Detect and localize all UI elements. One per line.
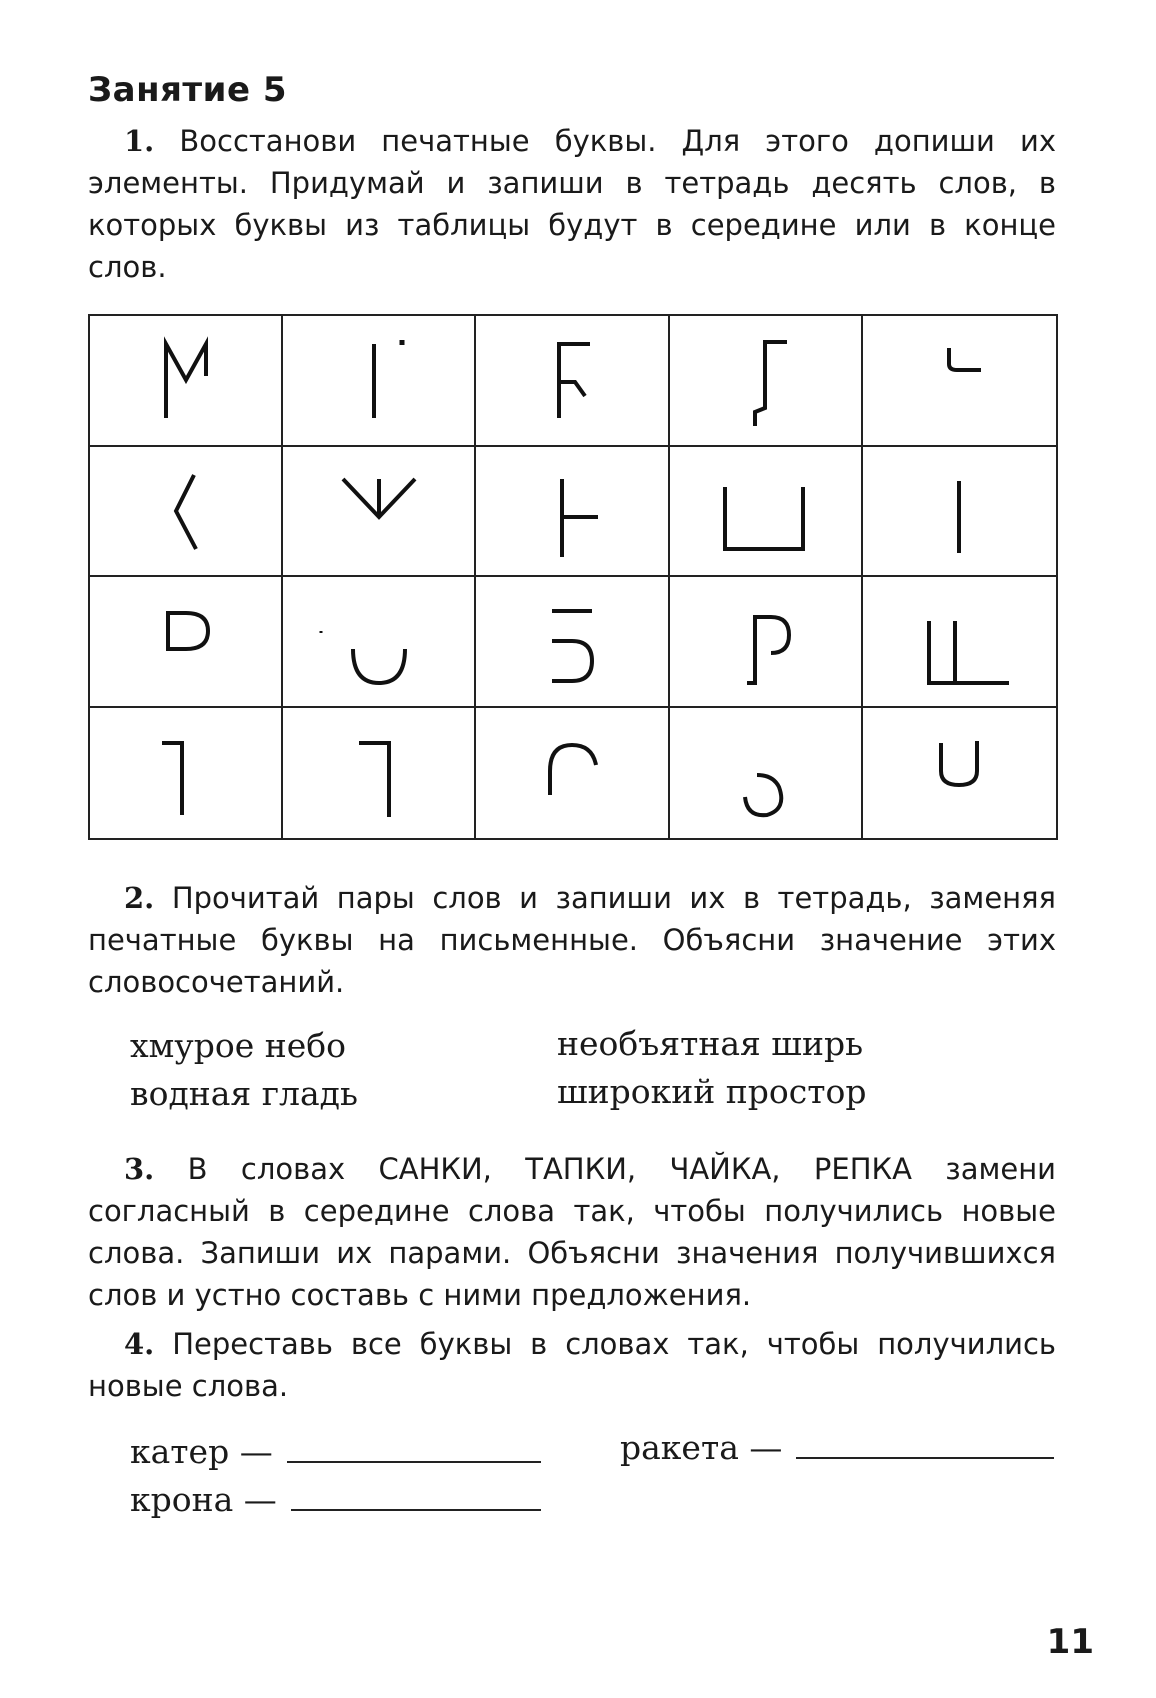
task-3	[88, 1148, 1056, 1316]
task-1-number: 1.	[124, 124, 155, 158]
task-3-number: 3.	[124, 1152, 155, 1186]
task-2-number: 2.	[124, 881, 155, 915]
letter-fragment-top-hook-icon	[126, 723, 246, 823]
letter-cell	[90, 577, 283, 708]
letter-cell	[670, 447, 863, 578]
task-2	[88, 877, 1056, 1003]
letter-cell	[476, 316, 669, 447]
lesson-title: Занятие 5	[88, 70, 288, 110]
letter-fragment-m-icon	[126, 330, 246, 430]
task-1	[88, 120, 1056, 288]
letter-cell	[90, 708, 283, 839]
letter-fragment-shch-icon	[899, 591, 1019, 691]
letter-fragment-sh-icon	[705, 461, 825, 561]
letter-cell	[863, 447, 1056, 578]
letter-fragment-top-hook-tall-icon	[319, 723, 439, 823]
letter-cell	[670, 316, 863, 447]
letter-fragment-d-icon	[705, 330, 825, 430]
letter-cell	[476, 708, 669, 839]
task-4-number: 4.	[124, 1327, 155, 1361]
anagram-row-raketa	[620, 1428, 1054, 1467]
letter-cell	[863, 316, 1056, 447]
anagram-word: ракета —	[620, 1428, 783, 1467]
letter-cell	[670, 577, 863, 708]
anagram-row-kater	[130, 1432, 541, 1471]
letter-cell	[90, 447, 283, 578]
task-1-text: Восстанови печатные буквы. Для этого допиши их элементы. Придумай и запиши в тетрадь десять слов, в которых буквы из таблицы будут в середине или в конце слов.	[88, 124, 1056, 284]
letter-cell	[283, 447, 476, 578]
letter-cell	[863, 708, 1056, 839]
letter-cell	[863, 577, 1056, 708]
letter-cell	[90, 316, 283, 447]
answer-blank[interactable]	[291, 1485, 541, 1511]
task-4-text: Переставь все буквы в словах так, чтобы получились новые слова.	[88, 1327, 1057, 1403]
task-3-text: В словах САНКИ, ТАПКИ, ЧАЙКА, РЕПКА замени согласный в середине слова так, чтобы получились новые слова. Запиши их парами. Объясни значения получившихся слов и устно составь с ними предложения.	[88, 1152, 1056, 1312]
page-number: 11	[1046, 1622, 1094, 1662]
letter-fragment-b-icon	[512, 330, 632, 430]
anagram-row-krona	[130, 1480, 541, 1519]
answer-blank[interactable]	[287, 1437, 541, 1463]
task-4	[88, 1323, 1056, 1407]
letter-fragment-n-icon	[512, 461, 632, 561]
letter-cell	[476, 577, 669, 708]
letter-fragment-r-icon	[705, 591, 825, 691]
letter-cell	[476, 447, 669, 578]
letter-fragment-upper-arc-icon	[512, 723, 632, 823]
letter-fragment-small-hook-icon	[899, 330, 1019, 430]
answer-blank[interactable]	[796, 1433, 1054, 1459]
task-2-text: Прочитай пары слов и запиши их в тетрадь, заменяя печатные буквы на письменные. Объясни значение этих словосочетаний.	[88, 881, 1057, 999]
letter-fragment-zh-icon	[319, 461, 439, 561]
letter-fragment-lower-loop-icon	[705, 723, 825, 823]
letter-cell	[283, 708, 476, 839]
letter-fragment-lower-arc-icon	[319, 591, 439, 691]
word-pair: водная гладь	[130, 1074, 358, 1113]
letter-cell	[670, 708, 863, 839]
anagram-word: катер —	[130, 1432, 273, 1471]
word-pair: необъятная ширь	[557, 1024, 864, 1063]
letter-fragment-table	[88, 314, 1058, 840]
letter-cell	[283, 577, 476, 708]
word-pairs-right	[557, 1020, 867, 1116]
letter-fragment-vertical-stroke-with-dot-icon	[319, 330, 439, 430]
letter-fragment-u-shape-icon	[899, 723, 1019, 823]
letter-fragment-vertical-stroke-icon	[899, 461, 1019, 561]
word-pair: широкий простор	[557, 1072, 867, 1111]
letter-cell	[283, 316, 476, 447]
word-pair: хмурое небо	[130, 1026, 346, 1065]
letter-fragment-d-shape-icon	[126, 591, 246, 691]
letter-fragment-z-icon	[512, 591, 632, 691]
anagram-word: крона —	[130, 1480, 277, 1519]
word-pairs-left	[130, 1022, 358, 1118]
letter-fragment-angle-bracket-icon	[126, 461, 246, 561]
